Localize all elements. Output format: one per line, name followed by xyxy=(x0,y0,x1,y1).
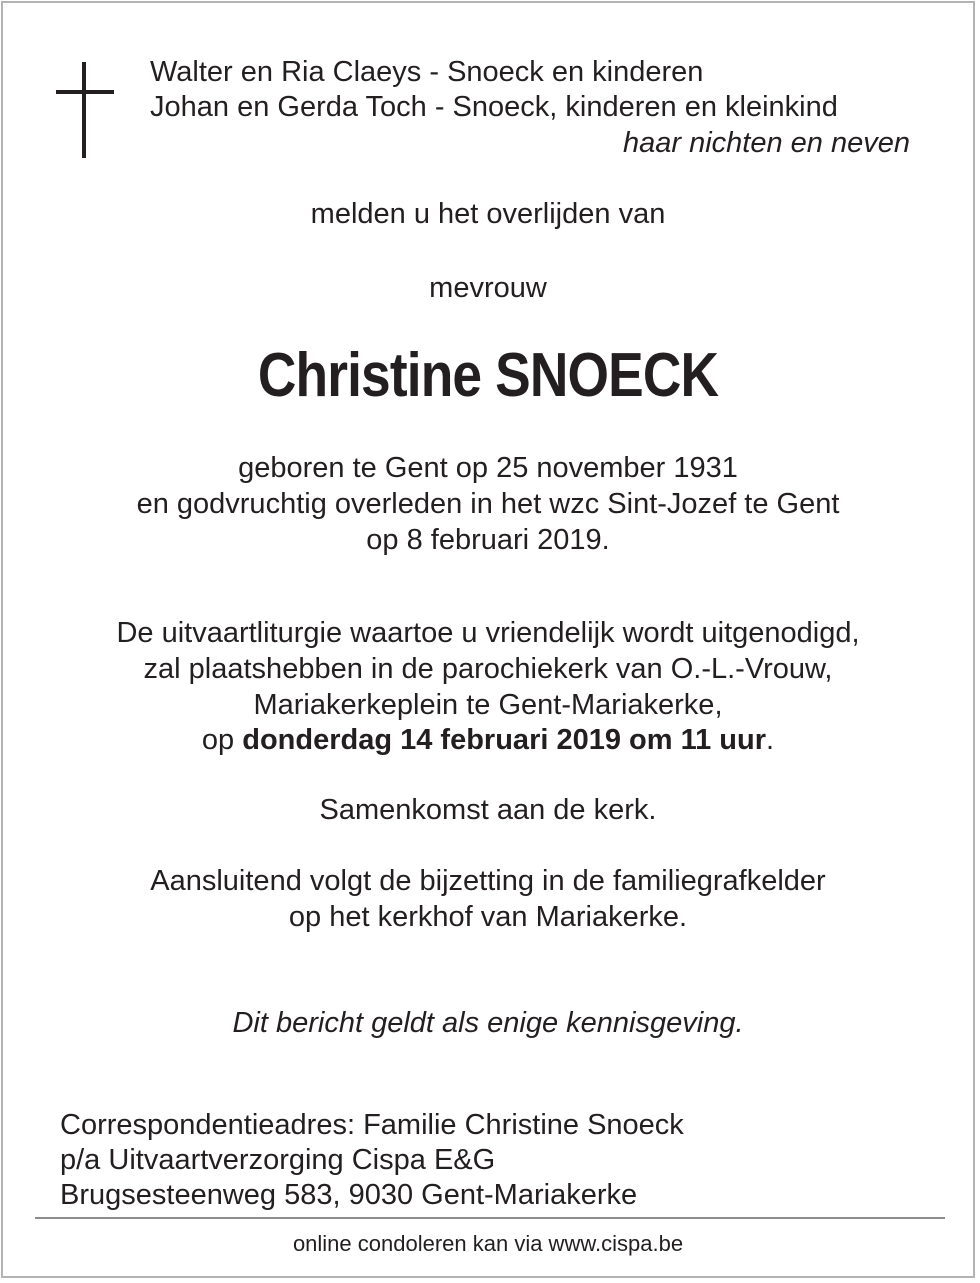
burial-line-2: op het kerkhof van Mariakerke. xyxy=(288,901,688,933)
service-line-3: Mariakerkeplein te Gent-Mariakerke, xyxy=(253,689,723,721)
gathering-text: Samenkomst aan de kerk. xyxy=(319,794,657,826)
born-line-1: geboren te Gent op 25 november 1931 xyxy=(238,452,738,484)
correspondence-line-2: p/a Uitvaartverzorging Cispa E&G xyxy=(60,1144,496,1176)
title-text: mevrouw xyxy=(429,272,547,304)
service-line-2: zal plaatshebben in de parochiekerk van O.-L.-Vrouw, xyxy=(143,653,833,685)
announce-text: melden u het overlijden van xyxy=(310,198,666,230)
service-line-4 xyxy=(0,722,976,758)
deceased-name: Christine SNOECK xyxy=(257,341,719,410)
service-line-1: De uitvaartliturgie waartoe u vriendelijk wordt uitgenodigd, xyxy=(116,617,860,649)
burial-line-1: Aansluitend volgt de bijzetting in de familiegrafkelder xyxy=(150,865,826,897)
service-datetime: donderdag 14 februari 2019 om 11 uur xyxy=(242,724,767,756)
family-line-3: haar nichten en neven xyxy=(623,127,910,159)
correspondence-line-1: Correspondentieadres: Familie Christine Snoeck xyxy=(60,1109,684,1141)
family-line-2: Johan en Gerda Toch - Snoeck, kinderen en kleinkind xyxy=(150,91,838,123)
divider xyxy=(35,1217,945,1219)
service-prefix: op xyxy=(201,724,243,756)
footer-condolence: online condoleren kan via www.cispa.be xyxy=(292,1231,684,1256)
notice-text: Dit bericht geldt als enige kennisgeving. xyxy=(232,1007,744,1039)
family-line-1: Walter en Ria Claeys - Snoeck en kinderen xyxy=(150,56,704,88)
cross-icon xyxy=(56,62,116,160)
correspondence-line-3: Brugsesteenweg 583, 9030 Gent-Mariakerke xyxy=(60,1179,638,1211)
service-suffix: . xyxy=(766,724,775,756)
born-line-3: op 8 februari 2019. xyxy=(366,524,610,556)
born-line-2: en godvruchtig overleden in het wzc Sint-Jozef te Gent xyxy=(136,488,840,520)
